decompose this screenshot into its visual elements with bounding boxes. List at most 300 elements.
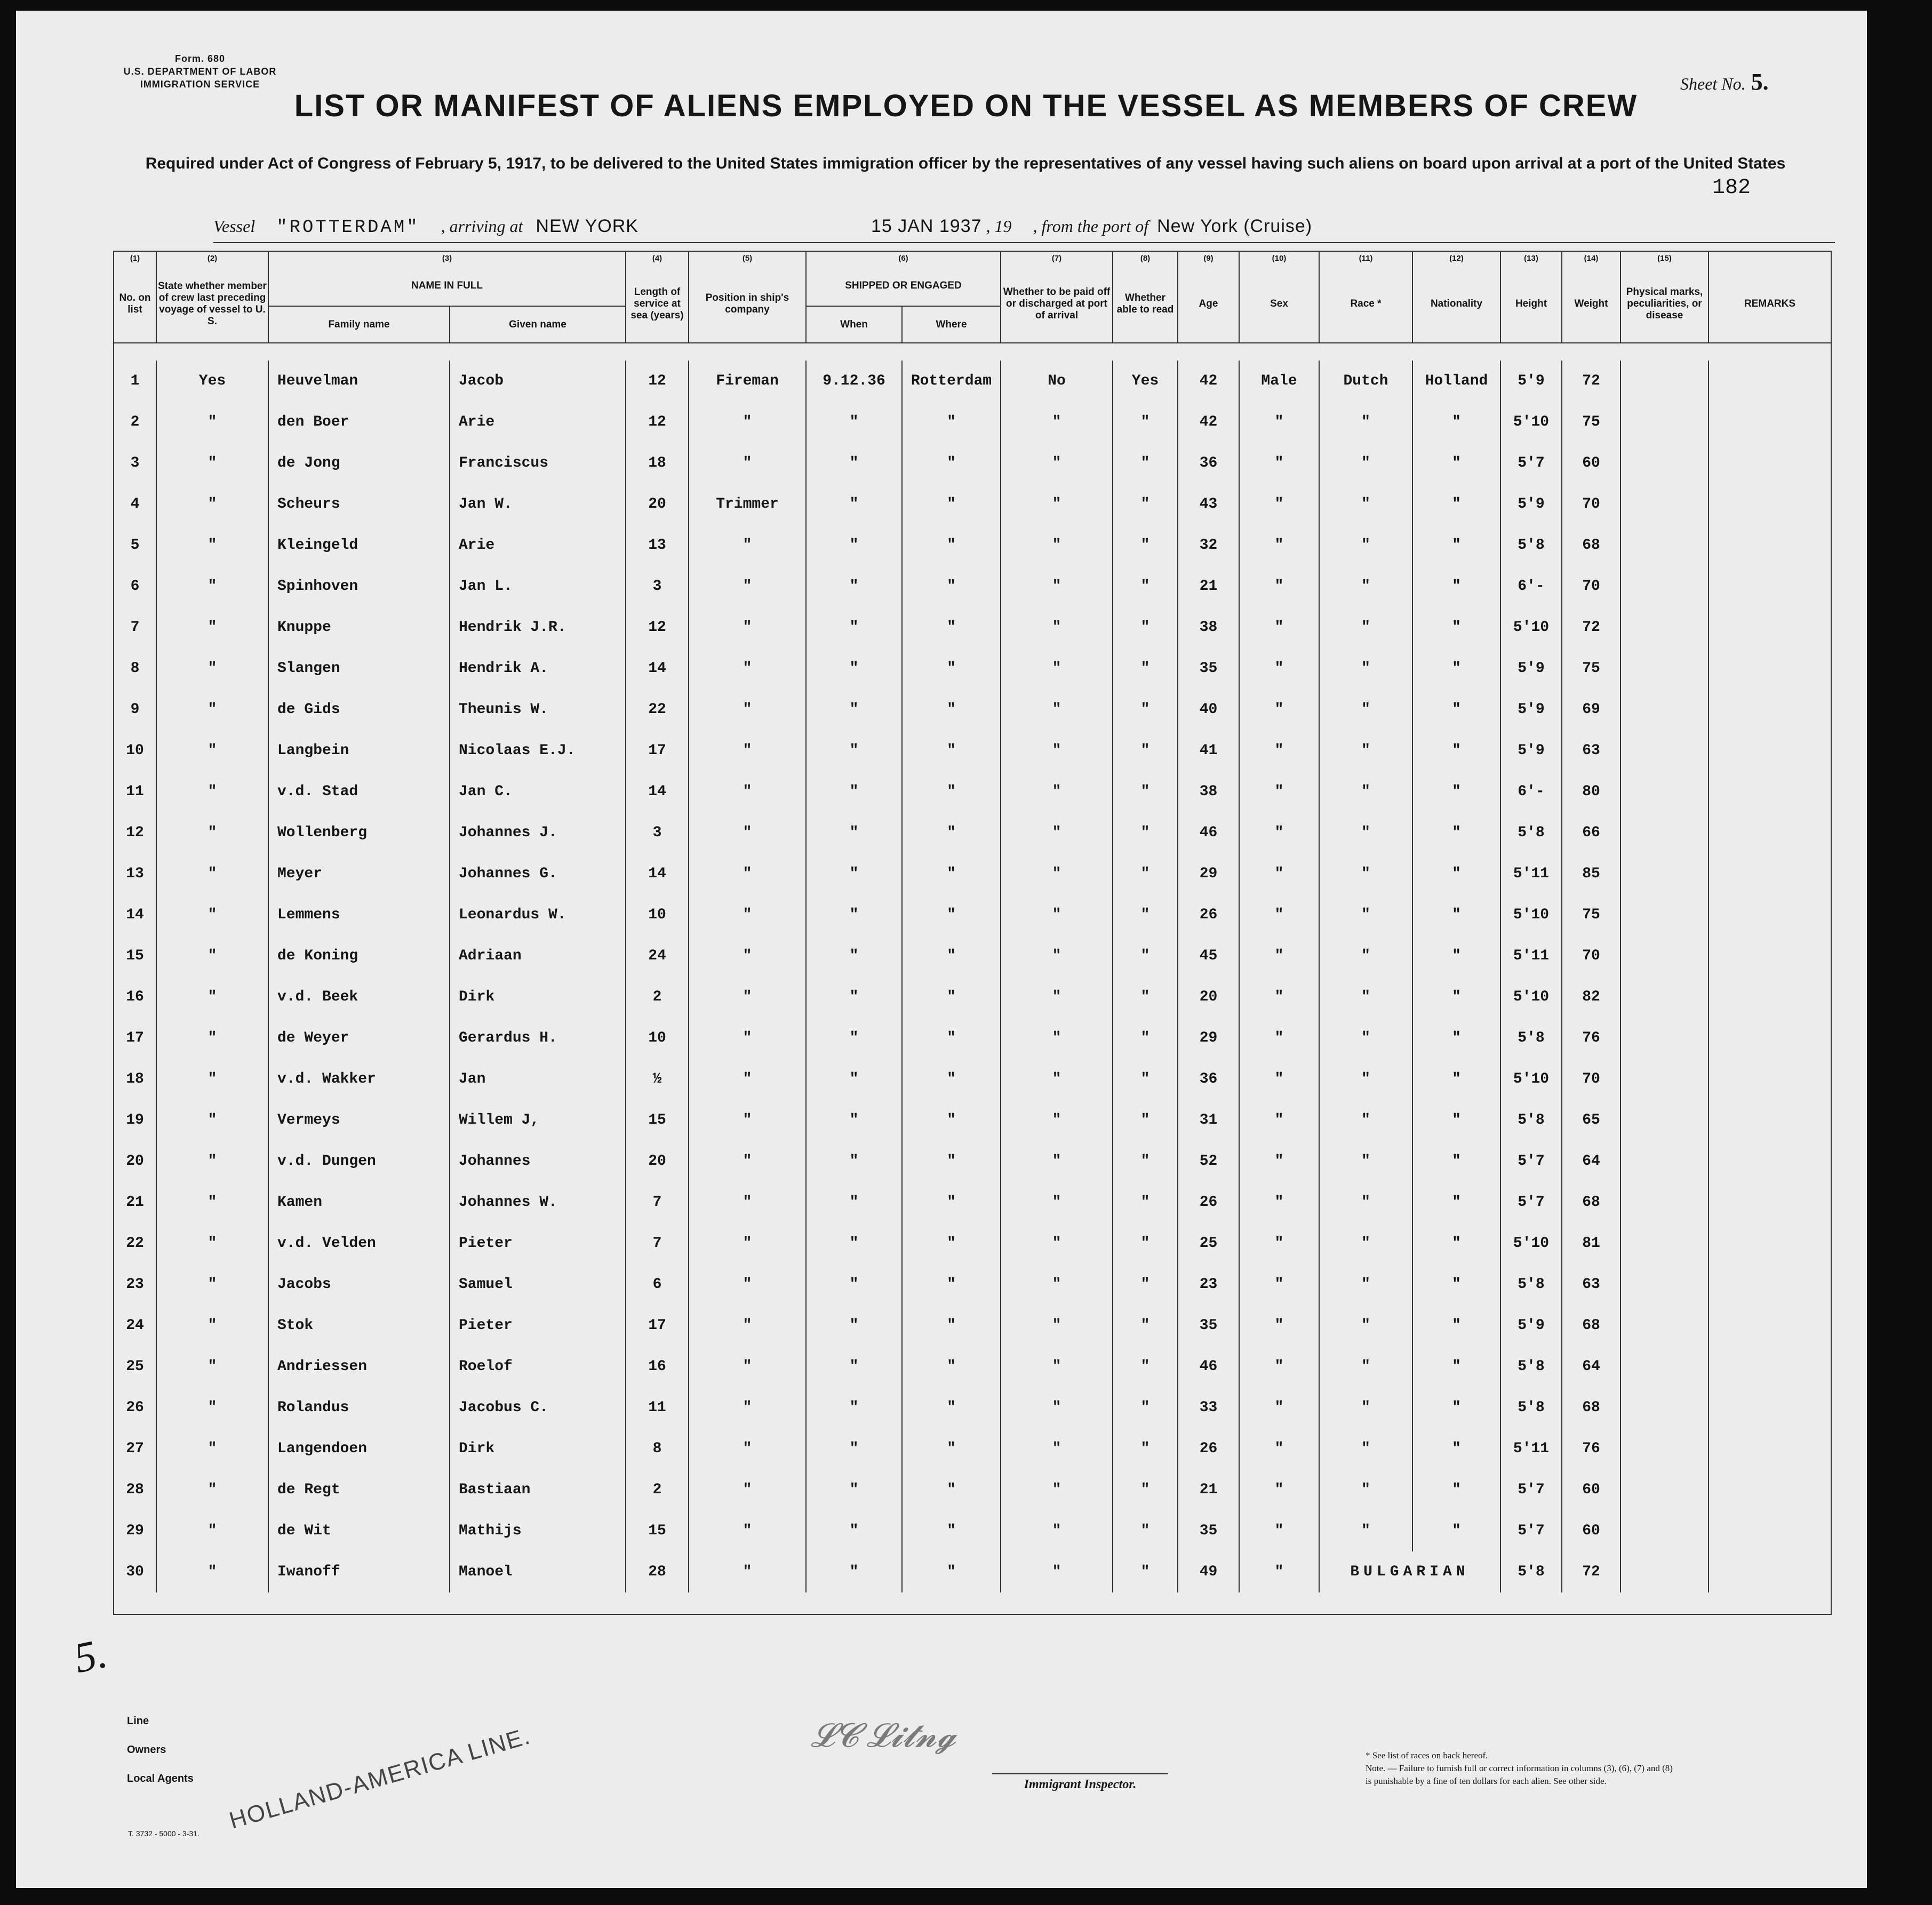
age-cell: 42 (1178, 361, 1239, 402)
able-to-read-cell: " (1113, 1387, 1178, 1428)
remarks-cell (1709, 443, 1831, 484)
age-cell: 42 (1178, 402, 1239, 443)
years-service-cell: 10 (626, 1018, 689, 1059)
physical-marks-cell (1620, 607, 1709, 648)
nationality-cell: Holland (1412, 361, 1500, 402)
header-paid-off: Whether to be paid off or discharged at port of arrival (1001, 266, 1113, 343)
weight-cell: 82 (1562, 976, 1620, 1018)
able-to-read-cell: " (1113, 771, 1178, 812)
immigrant-inspector-label: Immigrant Inspector. (992, 1773, 1168, 1792)
service-name: IMMIGRATION SERVICE (140, 79, 260, 90)
years-service-cell: 2 (626, 1469, 689, 1510)
able-to-read-cell: " (1113, 1182, 1178, 1223)
age-cell: 29 (1178, 853, 1239, 894)
form-header (101, 52, 299, 91)
colnum-11: (11) (1319, 251, 1412, 266)
given-name-cell: Pieter (450, 1223, 626, 1264)
paid-off-cell: " (1001, 607, 1113, 648)
paid-off-cell: " (1001, 1387, 1113, 1428)
race-cell: " (1319, 935, 1412, 976)
prev-voyage-cell: " (156, 1469, 268, 1510)
nationality-cell: " (1412, 648, 1500, 689)
header-name-in-full: NAME IN FULL (268, 266, 626, 306)
able-to-read-cell: " (1113, 894, 1178, 935)
able-to-read-cell: " (1113, 566, 1178, 607)
shipped-when-cell: " (806, 1469, 902, 1510)
height-cell: 5'9 (1500, 648, 1562, 689)
able-to-read-cell: " (1113, 1141, 1178, 1182)
given-name-cell: Johannes J. (450, 812, 626, 853)
given-name-cell: Bastiaan (450, 1469, 626, 1510)
shipped-when-cell: " (806, 1510, 902, 1551)
paid-off-cell: " (1001, 1551, 1113, 1592)
prev-voyage-cell: " (156, 443, 268, 484)
shipped-where-cell: " (902, 1100, 1001, 1141)
family-name-cell: den Boer (268, 402, 450, 443)
years-service-cell: 7 (626, 1223, 689, 1264)
position-cell: " (689, 689, 806, 730)
shipped-where-cell: " (902, 1223, 1001, 1264)
page-number-stamp: 182 (1712, 176, 1751, 200)
shipped-where-cell: " (902, 648, 1001, 689)
nationality-cell: " (1412, 894, 1500, 935)
family-name-cell: Spinhoven (268, 566, 450, 607)
prev-voyage-cell: " (156, 853, 268, 894)
sex-cell: " (1239, 1428, 1319, 1469)
physical-marks-cell (1620, 525, 1709, 566)
able-to-read-cell: " (1113, 1428, 1178, 1469)
vessel-line (213, 216, 1835, 243)
header-weight: Weight (1562, 266, 1620, 343)
header-remarks: REMARKS (1709, 266, 1831, 343)
race-cell: " (1319, 402, 1412, 443)
height-cell: 5'7 (1500, 1182, 1562, 1223)
height-cell: 5'8 (1500, 1018, 1562, 1059)
age-cell: 26 (1178, 1182, 1239, 1223)
remarks-cell (1709, 607, 1831, 648)
weight-cell: 60 (1562, 443, 1620, 484)
sex-cell: " (1239, 1100, 1319, 1141)
paid-off-cell: No (1001, 361, 1113, 402)
years-service-cell: 12 (626, 402, 689, 443)
nationality-cell: " (1412, 1346, 1500, 1387)
holland-america-line-stamp: HOLLAND-AMERICA LINE. (226, 1723, 534, 1834)
colnum-9: (9) (1178, 251, 1239, 266)
height-cell: 5'8 (1500, 1264, 1562, 1305)
shipped-where-cell: " (902, 812, 1001, 853)
shipped-where-cell: " (902, 1264, 1001, 1305)
header-race: Race * (1319, 266, 1412, 343)
paid-off-cell: " (1001, 1059, 1113, 1100)
age-cell: 35 (1178, 648, 1239, 689)
race-cell: " (1319, 1346, 1412, 1387)
paid-off-cell: " (1001, 1428, 1113, 1469)
family-name-cell: v.d. Velden (268, 1223, 450, 1264)
race-cell: " (1319, 443, 1412, 484)
shipped-when-cell: " (806, 1141, 902, 1182)
able-to-read-cell: " (1113, 484, 1178, 525)
table-row (114, 525, 1831, 566)
shipped-when-cell: " (806, 853, 902, 894)
years-service-cell: 20 (626, 484, 689, 525)
shipped-when-cell: " (806, 1182, 902, 1223)
given-name-cell: Dirk (450, 976, 626, 1018)
weight-cell: 66 (1562, 812, 1620, 853)
position-cell: Fireman (689, 361, 806, 402)
age-cell: 43 (1178, 484, 1239, 525)
colnum-2: (2) (156, 251, 268, 266)
given-name-cell: Hendrik A. (450, 648, 626, 689)
arriving-label: , arriving at (441, 217, 523, 236)
family-name-cell: Andriessen (268, 1346, 450, 1387)
able-to-read-cell: " (1113, 525, 1178, 566)
position-cell: " (689, 1551, 806, 1592)
height-cell: 5'7 (1500, 1469, 1562, 1510)
given-name-cell: Johannes (450, 1141, 626, 1182)
given-name-cell: Hendrik J.R. (450, 607, 626, 648)
prev-voyage-cell: " (156, 730, 268, 771)
nationality-cell: " (1412, 976, 1500, 1018)
list-number-cell: 12 (114, 812, 156, 853)
header-shipped-engaged: SHIPPED OR ENGAGED (806, 266, 1001, 306)
nationality-cell: " (1412, 730, 1500, 771)
shipped-when-cell: " (806, 525, 902, 566)
nationality-cell: " (1412, 566, 1500, 607)
prev-voyage-cell: " (156, 1100, 268, 1141)
age-cell: 35 (1178, 1305, 1239, 1346)
shipped-where-cell: " (902, 1346, 1001, 1387)
paid-off-cell: " (1001, 443, 1113, 484)
able-to-read-cell: " (1113, 730, 1178, 771)
prev-voyage-cell: " (156, 525, 268, 566)
nationality-cell: " (1412, 1510, 1500, 1551)
nationality-cell: " (1412, 1223, 1500, 1264)
sex-cell: " (1239, 689, 1319, 730)
list-number-cell: 3 (114, 443, 156, 484)
remarks-cell (1709, 525, 1831, 566)
age-cell: 33 (1178, 1387, 1239, 1428)
race-cell: " (1319, 1182, 1412, 1223)
height-cell: 5'9 (1500, 689, 1562, 730)
remarks-cell (1709, 689, 1831, 730)
shipped-when-cell: " (806, 648, 902, 689)
physical-marks-cell (1620, 484, 1709, 525)
position-cell: " (689, 443, 806, 484)
colnum-1: (1) (114, 251, 156, 266)
sex-cell: " (1239, 1469, 1319, 1510)
age-cell: 38 (1178, 607, 1239, 648)
colnum-remarks-blank (1709, 251, 1831, 266)
form-number: Form. 680 (174, 53, 226, 64)
given-name-cell: Pieter (450, 1305, 626, 1346)
shipped-where-cell: " (902, 443, 1001, 484)
age-cell: 52 (1178, 1141, 1239, 1182)
height-cell: 5'7 (1500, 1510, 1562, 1551)
race-cell: " (1319, 1141, 1412, 1182)
shipped-when-cell: " (806, 566, 902, 607)
weight-cell: 68 (1562, 1182, 1620, 1223)
header-sex: Sex (1239, 266, 1319, 343)
shipped-where-cell: " (902, 402, 1001, 443)
given-name-cell: Samuel (450, 1264, 626, 1305)
years-service-cell: 6 (626, 1264, 689, 1305)
years-service-cell: 14 (626, 771, 689, 812)
age-cell: 21 (1178, 1469, 1239, 1510)
race-cell: " (1319, 894, 1412, 935)
race-cell: " (1319, 607, 1412, 648)
list-number-cell: 10 (114, 730, 156, 771)
list-number-cell: 28 (114, 1469, 156, 1510)
years-service-cell: 12 (626, 361, 689, 402)
shipped-where-cell: " (902, 771, 1001, 812)
age-cell: 41 (1178, 730, 1239, 771)
shipped-where-cell: " (902, 935, 1001, 976)
sex-cell: " (1239, 853, 1319, 894)
sex-cell: " (1239, 402, 1319, 443)
weight-cell: 64 (1562, 1346, 1620, 1387)
nationality-cell: " (1412, 1059, 1500, 1100)
shipped-where-cell: " (902, 1551, 1001, 1592)
race-cell: " (1319, 1387, 1412, 1428)
arriving-port: NEW YORK (536, 216, 638, 236)
sex-cell: " (1239, 443, 1319, 484)
shipped-when-cell: " (806, 607, 902, 648)
list-number-cell: 7 (114, 607, 156, 648)
age-cell: 32 (1178, 525, 1239, 566)
family-name-cell: Kleingeld (268, 525, 450, 566)
sex-cell: " (1239, 771, 1319, 812)
list-number-cell: 8 (114, 648, 156, 689)
list-number-cell: 19 (114, 1100, 156, 1141)
from-port: New York (Cruise) (1157, 216, 1313, 236)
given-name-cell: Jacobus C. (450, 1387, 626, 1428)
header-able-to-read: Whether able to read (1113, 266, 1178, 343)
given-name-cell: Jan C. (450, 771, 626, 812)
colnum-3: (3) (268, 251, 626, 266)
weight-cell: 72 (1562, 1551, 1620, 1592)
family-name-cell: Kamen (268, 1182, 450, 1223)
weight-cell: 64 (1562, 1141, 1620, 1182)
shipped-where-cell: " (902, 1059, 1001, 1100)
nationality-cell: " (1412, 689, 1500, 730)
header-length-of-service: Length of service at sea (years) (626, 266, 689, 343)
shipped-where-cell: " (902, 1428, 1001, 1469)
paid-off-cell: " (1001, 1346, 1113, 1387)
race-cell: " (1319, 853, 1412, 894)
height-cell: 5'9 (1500, 484, 1562, 525)
able-to-read-cell: " (1113, 935, 1178, 976)
list-number-cell: 20 (114, 1141, 156, 1182)
position-cell: " (689, 894, 806, 935)
height-cell: 5'9 (1500, 730, 1562, 771)
nationality-cell: " (1412, 443, 1500, 484)
nationality-cell: " (1412, 402, 1500, 443)
prev-voyage-cell: " (156, 1264, 268, 1305)
paid-off-cell: " (1001, 1100, 1113, 1141)
paid-off-cell: " (1001, 402, 1113, 443)
position-cell: " (689, 1182, 806, 1223)
sex-cell: " (1239, 1551, 1319, 1592)
shipped-where-cell: " (902, 607, 1001, 648)
table-row (114, 484, 1831, 525)
header-family-name: Family name (268, 306, 450, 343)
given-name-cell: Theunis W. (450, 689, 626, 730)
family-name-cell: v.d. Stad (268, 771, 450, 812)
colnum-8: (8) (1113, 251, 1178, 266)
weight-cell: 63 (1562, 1264, 1620, 1305)
sheet-number-label: Sheet No. (1680, 74, 1746, 93)
able-to-read-cell: " (1113, 1100, 1178, 1141)
given-name-cell: Willem J, (450, 1100, 626, 1141)
years-service-cell: 20 (626, 1141, 689, 1182)
years-service-cell: 12 (626, 607, 689, 648)
age-cell: 21 (1178, 566, 1239, 607)
family-name-cell: v.d. Beek (268, 976, 450, 1018)
colnum-12: (12) (1412, 251, 1500, 266)
prev-voyage-cell: " (156, 689, 268, 730)
weight-cell: 60 (1562, 1510, 1620, 1551)
years-service-cell: 2 (626, 976, 689, 1018)
height-cell: 5'10 (1500, 402, 1562, 443)
given-name-cell: Manoel (450, 1551, 626, 1592)
nationality-cell: " (1412, 607, 1500, 648)
shipped-when-cell: " (806, 1551, 902, 1592)
prev-voyage-cell: " (156, 1141, 268, 1182)
given-name-cell: Dirk (450, 1428, 626, 1469)
years-service-cell: 15 (626, 1510, 689, 1551)
sex-cell: " (1239, 566, 1319, 607)
list-number-cell: 26 (114, 1387, 156, 1428)
height-cell: 5'10 (1500, 1223, 1562, 1264)
list-number-cell: 15 (114, 935, 156, 976)
sex-cell: " (1239, 1059, 1319, 1100)
race-cell: " (1319, 976, 1412, 1018)
paid-off-cell: " (1001, 1018, 1113, 1059)
age-cell: 49 (1178, 1551, 1239, 1592)
shipped-where-cell: " (902, 525, 1001, 566)
family-name-cell: Meyer (268, 853, 450, 894)
position-cell: " (689, 1264, 806, 1305)
remarks-cell (1709, 566, 1831, 607)
list-number-cell: 11 (114, 771, 156, 812)
header-height: Height (1500, 266, 1562, 343)
race-cell: " (1319, 1428, 1412, 1469)
able-to-read-cell: " (1113, 1264, 1178, 1305)
header-when: When (806, 306, 902, 343)
shipped-where-cell: " (902, 730, 1001, 771)
position-cell: " (689, 1018, 806, 1059)
height-cell: 5'11 (1500, 935, 1562, 976)
shipped-where-cell: " (902, 976, 1001, 1018)
list-number-cell: 6 (114, 566, 156, 607)
vessel-label: Vessel (213, 217, 256, 236)
shipped-where-cell: " (902, 1141, 1001, 1182)
colnum-10: (10) (1239, 251, 1319, 266)
sex-cell: " (1239, 1223, 1319, 1264)
weight-cell: 76 (1562, 1018, 1620, 1059)
list-number-cell: 27 (114, 1428, 156, 1469)
family-name-cell: v.d. Wakker (268, 1059, 450, 1100)
line-label: Line (127, 1715, 149, 1727)
family-name-cell: Slangen (268, 648, 450, 689)
years-service-cell: 18 (626, 443, 689, 484)
shipped-when-cell: " (806, 771, 902, 812)
height-cell: 5'8 (1500, 1346, 1562, 1387)
prev-voyage-cell: " (156, 1346, 268, 1387)
position-cell: " (689, 812, 806, 853)
years-service-cell: 13 (626, 525, 689, 566)
paid-off-cell: " (1001, 1182, 1113, 1223)
age-cell: 46 (1178, 1346, 1239, 1387)
list-number-cell: 29 (114, 1510, 156, 1551)
list-number-cell: 22 (114, 1223, 156, 1264)
position-cell: Trimmer (689, 484, 806, 525)
able-to-read-cell: " (1113, 689, 1178, 730)
nationality-cell: " (1412, 1305, 1500, 1346)
race-cell: " (1319, 730, 1412, 771)
weight-cell: 75 (1562, 894, 1620, 935)
sex-cell: " (1239, 525, 1319, 566)
family-name-cell: Vermeys (268, 1100, 450, 1141)
sex-cell: " (1239, 730, 1319, 771)
shipped-when-cell: " (806, 935, 902, 976)
local-agents-label: Local Agents (127, 1773, 194, 1784)
family-name-cell: Iwanoff (268, 1551, 450, 1592)
physical-marks-cell (1620, 443, 1709, 484)
prev-voyage-cell: " (156, 1510, 268, 1551)
paid-off-cell: " (1001, 1469, 1113, 1510)
able-to-read-cell: " (1113, 1018, 1178, 1059)
weight-cell: 70 (1562, 935, 1620, 976)
age-cell: 45 (1178, 935, 1239, 976)
able-to-read-cell: " (1113, 1305, 1178, 1346)
sex-cell: " (1239, 812, 1319, 853)
shipped-when-cell: " (806, 484, 902, 525)
family-name-cell: Stok (268, 1305, 450, 1346)
height-cell: 5'9 (1500, 1305, 1562, 1346)
nationality-cell: " (1412, 935, 1500, 976)
physical-marks-cell (1620, 402, 1709, 443)
nationality-cell: " (1412, 1469, 1500, 1510)
weight-cell: 76 (1562, 1428, 1620, 1469)
shipped-where-cell: " (902, 689, 1001, 730)
owners-label: Owners (127, 1744, 166, 1756)
paid-off-cell: " (1001, 648, 1113, 689)
height-cell: 5'10 (1500, 976, 1562, 1018)
family-name-cell: Knuppe (268, 607, 450, 648)
height-cell: 5'8 (1500, 1100, 1562, 1141)
weight-cell: 70 (1562, 566, 1620, 607)
prev-voyage-cell: " (156, 484, 268, 525)
able-to-read-cell: " (1113, 607, 1178, 648)
sex-cell: " (1239, 1264, 1319, 1305)
weight-cell: 69 (1562, 689, 1620, 730)
nationality-cell: " (1412, 1182, 1500, 1223)
year-label: , 19 (986, 217, 1012, 236)
weight-cell: 72 (1562, 361, 1620, 402)
from-port-label: , from the port of (1033, 217, 1149, 236)
header-no-on-list: No. on list (114, 266, 156, 343)
table-row (114, 648, 1831, 689)
able-to-read-cell: " (1113, 443, 1178, 484)
height-cell: 5'8 (1500, 1551, 1562, 1592)
list-number-cell: 23 (114, 1264, 156, 1305)
document-subtitle: Required under Act of Congress of February 5, 1917, to be delivered to the United States immigration officer by the representatives of any vessel having such aliens on board upon arrival at a port of the United States (145, 155, 1786, 172)
prev-voyage-cell: " (156, 607, 268, 648)
years-service-cell: 11 (626, 1387, 689, 1428)
age-cell: 46 (1178, 812, 1239, 853)
colnum-7: (7) (1001, 251, 1113, 266)
